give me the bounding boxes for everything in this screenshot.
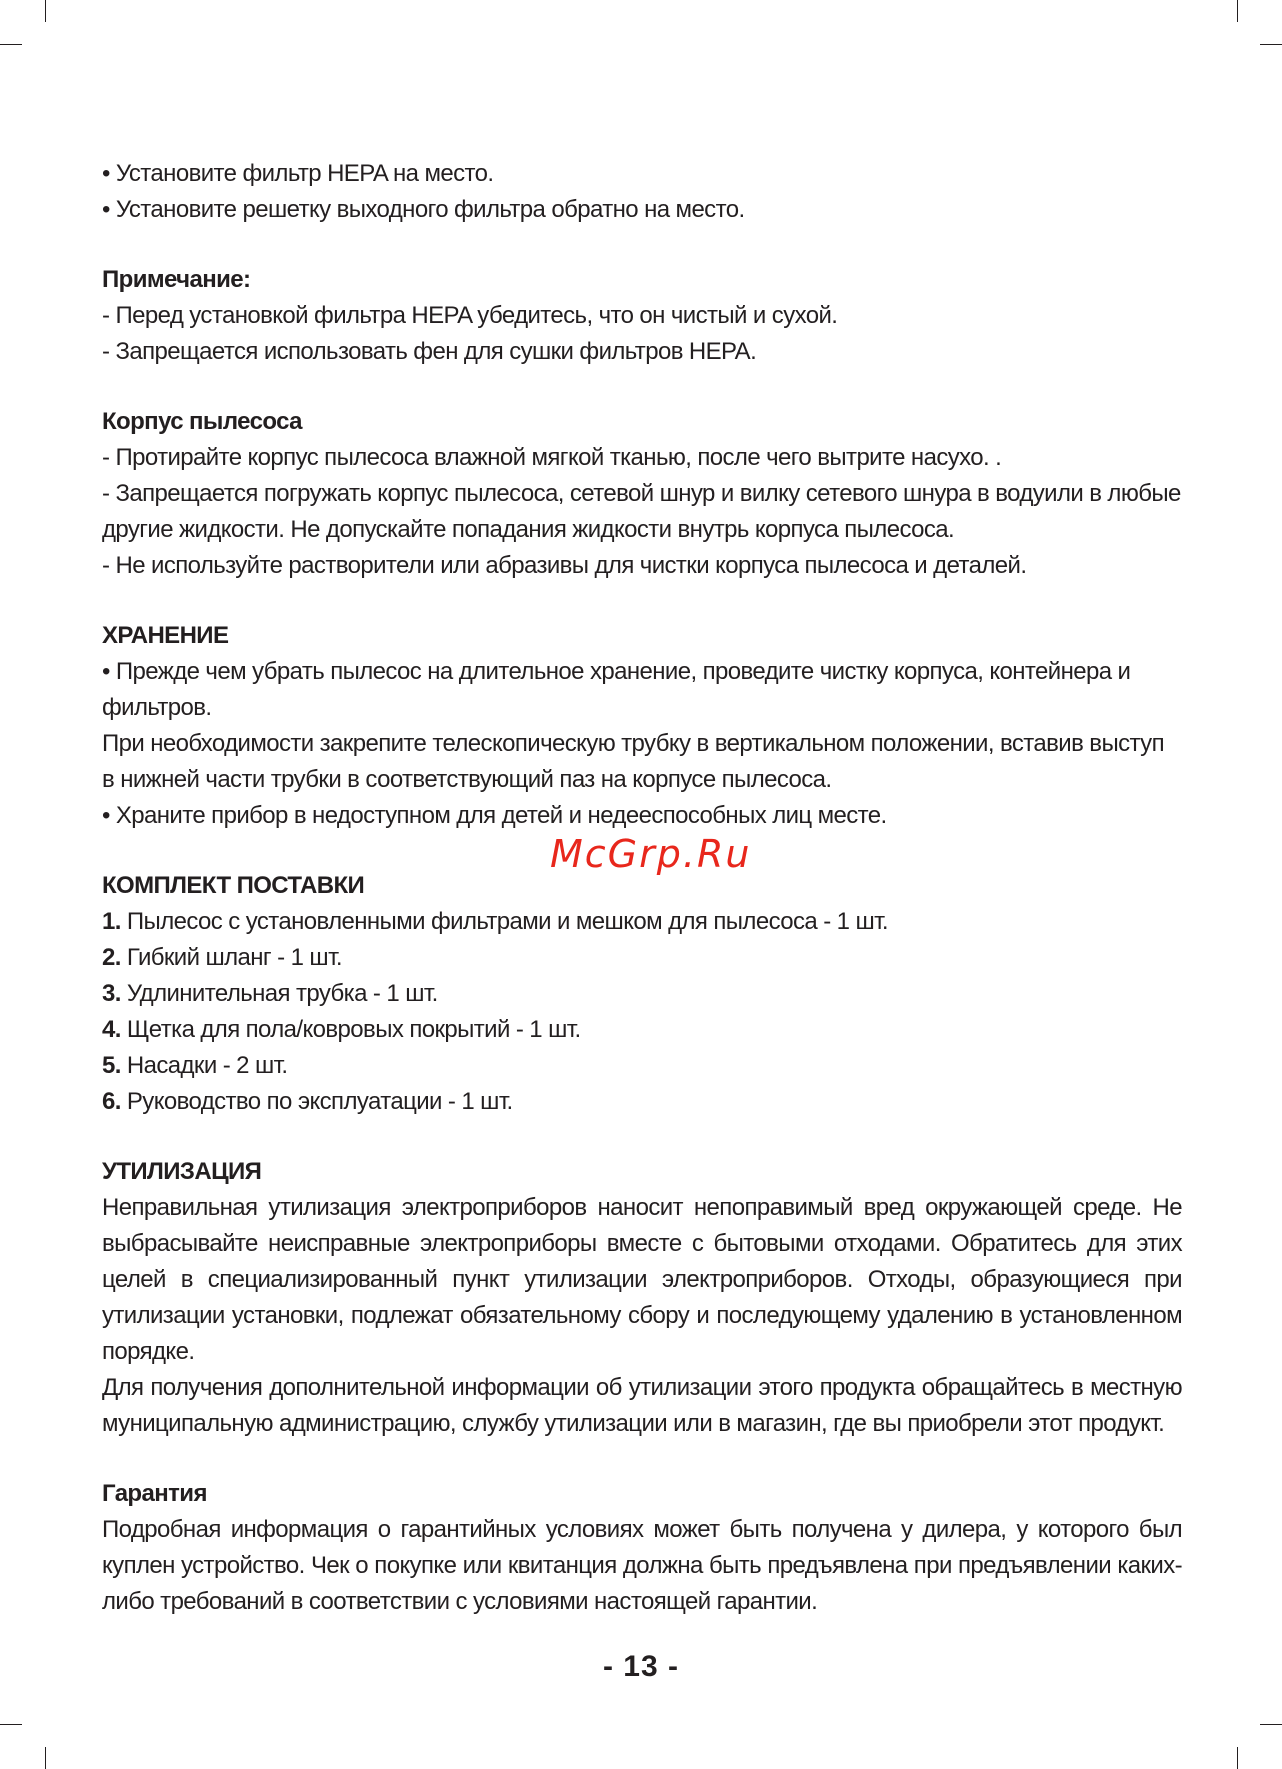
item-number: 2. [102,944,121,971]
paragraph: Неправильная утилизация электроприборов наносит непоправимый вред окружающей среде. Не выбрасывайте неисправные электроприборы вместе с бытовыми отходами. Обратитесь для этих целей в специализированный пункт утилизации электроприборов. Отходы, образующиеся при утилизации установки, подлежат обязательному сбору и последующему удалению в установленном порядке. [102,1194,1182,1365]
item-number: 6. [102,1088,121,1115]
list-item [102,1048,1182,1084]
section-heading: Примечание: [102,266,251,293]
section-heading: ХРАНЕНИЕ [102,622,229,649]
section-heading: Гарантия [102,1480,207,1507]
list-item: • Установите решетку выходного фильтра обратно на место. [102,196,745,223]
paragraph: Для получения дополнительной информации об утилизации этого продукта обращайтесь в местную муниципальную администрацию, службу утилизации или в магазин, где вы приобрели этот продукт. [102,1374,1182,1437]
item-text: Руководство по эксплуатации - 1 шт. [120,1088,513,1115]
section-heading: КОМПЛЕКТ ПОСТАВКИ [102,872,365,899]
warranty-section [102,1476,1182,1620]
item-text: Пылесос с установленными фильтрами и мешком для пылесоса - 1 шт. [120,908,888,935]
section-heading: УТИЛИЗАЦИЯ [102,1158,262,1185]
disposal-section [102,1154,1182,1442]
list-item [102,940,1182,976]
item-number: 1. [102,908,121,935]
body-care-section [102,404,1182,584]
list-item: • Храните прибор в недоступном для детей и недееспособных лиц месте. [102,802,887,829]
crop-mark [45,1747,46,1769]
list-item [102,1084,1182,1120]
page-number: - 13 - [602,1650,680,1683]
list-item: • Прежде чем убрать пылесос на длительное хранение, проведите чистку корпуса, контейнера и фильтров. [102,658,1131,721]
crop-mark [1260,1724,1282,1725]
item-text: Щетка для пола/ковровых покрытий - 1 шт. [120,1016,581,1043]
item-number: 4. [102,1016,121,1043]
hepa-section [102,156,1182,228]
paragraph: Подробная информация о гарантийных условиях может быть получена у дилера, у которого был куплен устройство. Чек о покупке или квитанция должна быть предъявлена при предъявлении каких-либо требований в соответствии с условиями настоящей гарантии. [102,1516,1182,1615]
page-content [102,156,1182,1620]
item-text: Гибкий шланг - 1 шт. [120,944,342,971]
crop-mark [1260,44,1282,45]
list-item: - Протирайте корпус пылесоса влажной мягкой тканью, после чего вытрите насухо. . [102,444,1002,471]
item-number: 3. [102,980,121,1007]
list-item: • Установите фильтр HEPA на место. [102,160,494,187]
section-heading: Корпус пылесоса [102,408,302,435]
crop-mark [0,44,22,45]
storage-section [102,618,1182,834]
crop-mark [45,0,46,22]
item-text: Насадки - 2 шт. [120,1052,288,1079]
list-item [102,904,1182,940]
watermark: McGrp.Ru [550,832,752,876]
item-text: Удлинительная трубка - 1 шт. [120,980,438,1007]
crop-mark [0,1724,22,1725]
list-item: - Перед установкой фильтра HEPA убедитесь, что он чистый и сухой. [102,302,838,329]
list-item [102,976,1182,1012]
note-section [102,262,1182,370]
crop-mark [1237,0,1238,22]
list-item: - Не используйте растворители или абразивы для чистки корпуса пылесоса и деталей. [102,552,1027,579]
list-item: При необходимости закрепите телескопическую трубку в вертикальном положении, вставив выступ в нижней части трубки в соответствующий паз на корпусе пылесоса. [102,730,1164,793]
package-section [102,868,1182,1120]
list-item [102,1012,1182,1048]
list-item: - Запрещается погружать корпус пылесоса, сетевой шнур и вилку сетевого шнура в водуили в любые другие жидкости. Не допускайте попадания жидкости внутрь корпуса пылесоса. [102,480,1181,543]
item-number: 5. [102,1052,121,1079]
list-item: - Запрещается использовать фен для сушки фильтров HEPA. [102,338,757,365]
crop-mark [1237,1747,1238,1769]
